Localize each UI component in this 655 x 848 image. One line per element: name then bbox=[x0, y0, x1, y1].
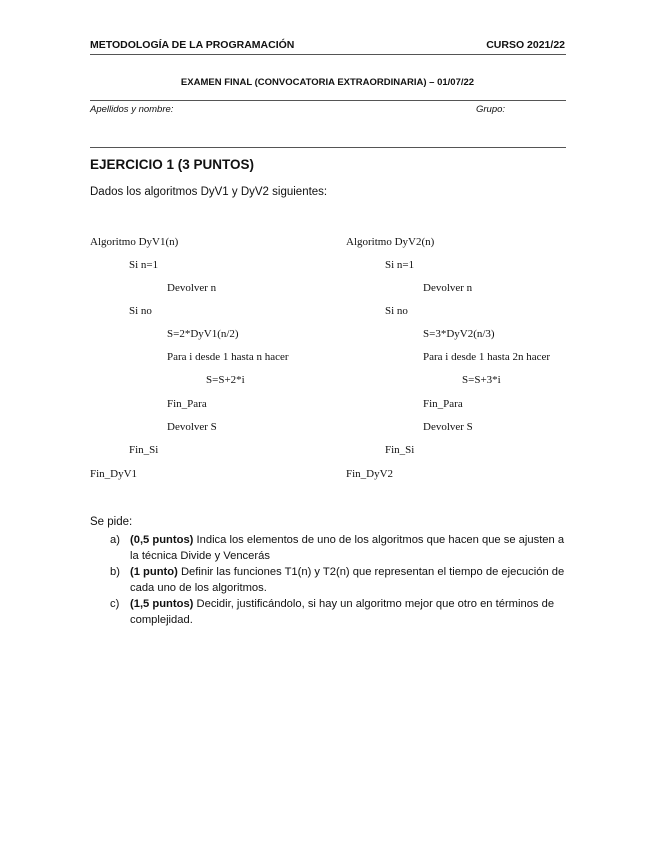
algorithm-line: Para i desde 1 hasta n hacer bbox=[167, 351, 289, 363]
group-label: Grupo: bbox=[476, 104, 506, 115]
question-text bbox=[130, 564, 566, 596]
algorithm-line: Si n=1 bbox=[129, 259, 159, 271]
algorithm-line: Fin_Para bbox=[167, 398, 207, 410]
algorithm-line: Devolver n bbox=[423, 282, 473, 294]
question-item bbox=[90, 564, 566, 596]
question-points: (1,5 puntos) bbox=[130, 598, 194, 610]
question-label: a) bbox=[110, 534, 120, 546]
question-item bbox=[90, 596, 566, 628]
algorithm-line: Devolver n bbox=[167, 282, 217, 294]
question-list bbox=[90, 532, 566, 628]
algorithm-line: Fin_DyV2 bbox=[346, 468, 394, 480]
algorithm-line: Algoritmo DyV1(n) bbox=[90, 236, 179, 248]
algorithm-line: Fin_Si bbox=[129, 444, 159, 456]
algorithm-line: S=S+2*i bbox=[206, 374, 245, 386]
algorithm-line: S=S+3*i bbox=[462, 374, 501, 386]
course-year: CURSO 2021/22 bbox=[486, 39, 565, 51]
algorithm-line: Para i desde 1 hasta 2n hacer bbox=[423, 351, 551, 363]
question-body: Definir las funciones T1(n) y T2(n) que representan el tiempo de ejecución de cada uno de los algoritmos. bbox=[130, 566, 565, 594]
question-label: b) bbox=[110, 566, 120, 578]
name-label: Apellidos y nombre: bbox=[90, 104, 174, 115]
question-points: (0,5 puntos) bbox=[130, 534, 194, 546]
algorithm-line: Fin_Para bbox=[423, 398, 463, 410]
exercise-title: EJERCICIO 1 (3 PUNTOS) bbox=[90, 157, 255, 172]
question-body: Decidir, justificándolo, si hay un algoritmo mejor que otro en términos de complejidad. bbox=[130, 598, 555, 626]
algorithm-line: Fin_DyV1 bbox=[90, 468, 138, 480]
algorithm-line: Fin_Si bbox=[385, 444, 415, 456]
question-body: Indica los elementos de uno de los algoritmos que hacen que se ajusten a la técnica Divide y Vencerás bbox=[130, 534, 565, 562]
question-label: c) bbox=[110, 598, 120, 610]
course-title: METODOLOGÍA DE LA PROGRAMACIÓN bbox=[90, 39, 295, 51]
algorithm-line: Si no bbox=[129, 305, 152, 317]
algorithm-line: Devolver S bbox=[423, 421, 473, 433]
exercise-intro: Dados los algoritmos DyV1 y DyV2 siguientes: bbox=[90, 186, 328, 198]
exam-title: EXAMEN FINAL (CONVOCATORIA EXTRAORDINARIA) – 01/07/22 bbox=[180, 77, 475, 88]
question-text bbox=[130, 532, 566, 564]
questions-intro: Se pide: bbox=[90, 516, 133, 528]
question-item bbox=[90, 532, 566, 564]
divider bbox=[90, 147, 566, 148]
algorithm-line: Devolver S bbox=[167, 421, 217, 433]
algorithm-line: Algoritmo DyV2(n) bbox=[346, 236, 435, 248]
algorithm-line: S=2*DyV1(n/2) bbox=[167, 328, 239, 340]
divider bbox=[90, 100, 566, 101]
question-text bbox=[130, 596, 566, 628]
algorithm-line: Si n=1 bbox=[385, 259, 415, 271]
algorithm-line: S=3*DyV2(n/3) bbox=[423, 328, 495, 340]
algorithm-line: Si no bbox=[385, 305, 408, 317]
divider bbox=[90, 54, 566, 55]
question-points: (1 punto) bbox=[130, 566, 178, 578]
